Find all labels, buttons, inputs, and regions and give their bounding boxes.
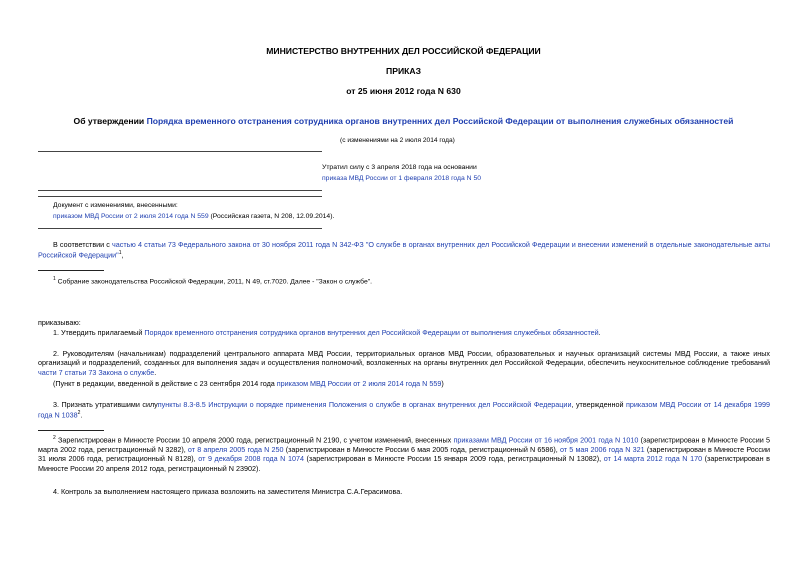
document-title [0, 116, 807, 126]
item-4: 4. Контроль за выполнением настоящего приказа возложить на заместителя Министра С.А.Герасимова. [53, 487, 403, 496]
document-date-number: от 25 июня 2012 года N 630 [346, 86, 461, 96]
law-reference-link[interactable]: частью 4 статьи 73 Федерального закона от 30 ноября 2011 года N 342-ФЗ "О службе в органах внутренних дел Российской Федерации и внесении изменений в отдельные законодательные акты Российской Федерации" [38, 240, 771, 260]
title-prefix: Об утверждении [73, 116, 147, 126]
item-2-note-link[interactable]: приказом МВД России от 2 июля 2014 года N 559 [276, 379, 442, 388]
footnote-1 [53, 275, 372, 287]
item-1: 1. Утвердить прилагаемый Порядок временного отстранения сотрудника органов внутренних дел Российской Федерации от выполнения служебных обязанностей. [53, 328, 601, 337]
revision-note: (с изменениями на 2 июля 2014 года) [340, 137, 455, 144]
preamble-paragraph: В соответствии с частью 4 статьи 73 Федерального закона от 30 ноября 2011 года N 342-ФЗ "О службе в органах внутренних дел Российской Федерации и внесении изменений в отдельные законодательные акты Российской Федерации"$^1$, [38, 240, 771, 260]
item-2: 2. Руководителям (начальникам) подразделений центрального аппарата МВД России, территориальных органов МВД России, образовательных и научных организаций системы МВД России, а также иных организаций и подразделений, созданных для выполнения задач и осуществления полномочий, возложенных на органы внутренних дел Российской Федерации, обеспечить неукоснительное соблюдение требований части 7 статьи 73 Закона о службе. [38, 349, 770, 377]
footnote-mark: 1 [53, 276, 56, 282]
law-part7-link[interactable]: части 7 статьи 73 Закона о службе [38, 367, 155, 377]
amendments-link[interactable]: приказом МВД России от 2 июля 2014 года N 559 [53, 213, 209, 220]
item-2-note: (Пункт в редакции, введенной в действие с 23 сентября 2014 года приказом МВД России от 2 июля 2014 года N 559) [53, 379, 444, 388]
order-1038-link[interactable]: приказом МВД России от 14 декабря 1999 года N 1038 [38, 400, 770, 420]
fn2-link-3[interactable]: от 5 мая 2006 года N 321 [559, 444, 645, 454]
fn2-link-5[interactable]: от 14 марта 2012 года N 170 [603, 454, 703, 464]
fn2-link-4[interactable]: от 9 декабря 2008 года N 1074 [198, 454, 304, 464]
footnote-2: $^2$ Зарегистрирован в Минюсте России 10 апреля 2000 года, регистрационный N 2190, с учетом изменений, внесенных приказами МВД России от 16 ноября 2001 года N 1010 (зарегистрирован в Минюсте России 5 марта 2002 года, регистрационный N 3282), от 8 апреля 2005 года N 250 (зарегистрирован в Минюсте России 6 мая 2005 года, регистрационный N 6586), от 5 мая 2006 года N 321 (зарегистрирован в Минюсте России 31 июля 2006 года, регистрационный N 8128), от 9 декабря 2008 года N 1074 (зарегистрирован в Минюсте России 15 января 2009 года, регистрационный N 13082), от 14 марта 2012 года N 170 (зарегистрирован в Минюсте России 20 апреля 2012 года, регистрационный N 23902). [38, 435, 771, 473]
document-type: ПРИКАЗ [386, 66, 421, 76]
status-repeal-link[interactable]: приказа МВД России от 1 февраля 2018 года N 50 [322, 175, 482, 182]
footnote-1-text: Собрание законодательства Российской Федерации, 2011, N 49, ст.7020. Далее - "Закон о службе". [55, 278, 373, 286]
procedure-link[interactable]: Порядок временного отстранения сотрудника органов внутренних дел Российской Федерации от выполнения служебных обязанностей [144, 328, 599, 337]
amendments-intro: Документ с изменениями, внесенными: [53, 202, 178, 209]
title-procedure-link[interactable]: Порядка временного отстранения сотрудника органов внутренних дел Российской Федерации от выполнения служебных обязанностей [146, 116, 734, 126]
amendments-source: (Российская газета, N 208, 12.09.2014). [208, 213, 335, 220]
ministry-name: МИНИСТЕРСТВО ВНУТРЕННИХ ДЕЛ РОССИЙСКОЙ ФЕДЕРАЦИИ [266, 46, 541, 56]
fn2-link-1[interactable]: приказами МВД России от 16 ноября 2001 года N 1010 [453, 435, 639, 445]
separator-line [38, 151, 322, 152]
separator-line [38, 196, 322, 197]
fn2-link-2[interactable]: от 8 апреля 2005 года N 250 [187, 444, 284, 454]
footnote-mark: 2 [53, 435, 56, 441]
separator-line [38, 190, 322, 191]
order-word: приказываю: [38, 318, 81, 327]
instruction-points-link[interactable]: пункты 8.3-8.5 Инструкции о порядке применения Положения о службе в органах внутренних дел Российской Федерации [157, 400, 572, 409]
separator-line [38, 228, 322, 229]
footnote-separator [38, 270, 104, 271]
amendments-line [53, 212, 334, 221]
footnote-separator [38, 430, 104, 431]
status-repealed: Утратил силу с 3 апреля 2018 года на основании [322, 164, 477, 171]
item-3: 3. Признать утратившими силупункты 8.3-8.5 Инструкции о порядке применения Положения о службе в органах внутренних дел Российской Федерации, утвержденной приказом МВД России от 14 декабря 1999 года N 1038$^2$. [38, 400, 770, 420]
